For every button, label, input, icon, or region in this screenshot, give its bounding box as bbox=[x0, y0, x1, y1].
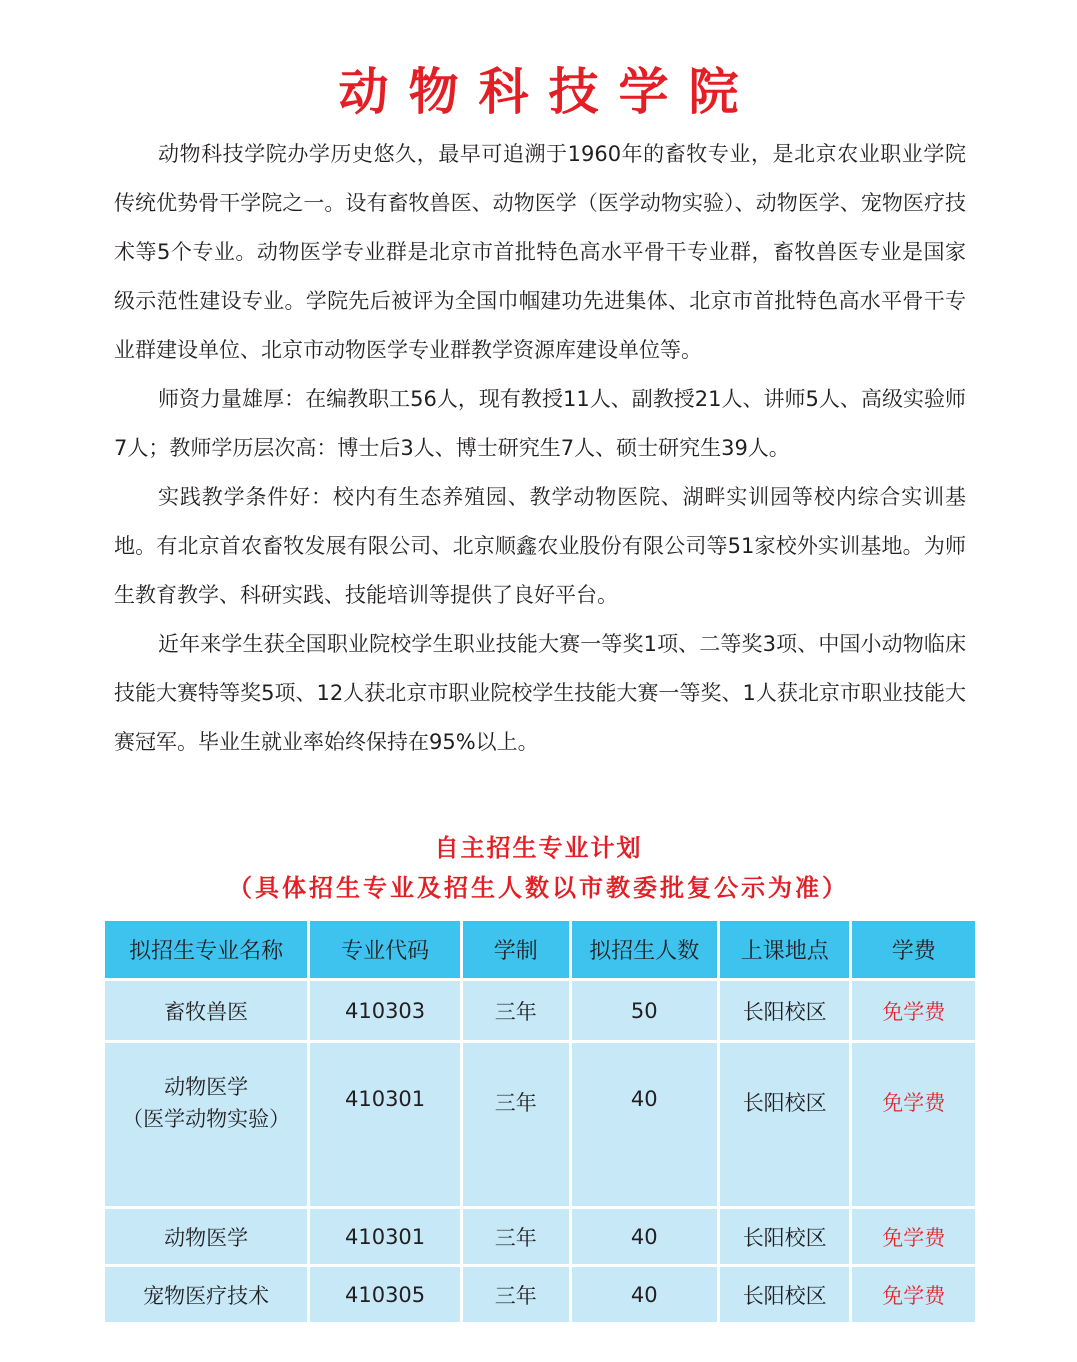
location: 长阳校区 bbox=[718, 1042, 850, 1208]
header-major-code: 专业代码 bbox=[309, 920, 462, 980]
header-enrollment-count: 拟招生人数 bbox=[570, 920, 718, 980]
major-name bbox=[104, 1208, 309, 1266]
intro-text bbox=[114, 130, 966, 767]
duration: 三年 bbox=[461, 1208, 570, 1266]
paragraph-faculty: 师资力量雄厚：在编教职工56人，现有教授11人、副教授21人、讲师5人、高级实验师7人；教师学历层次高：博士后3人、博士研究生7人、硕士研究生39人。 bbox=[114, 387, 966, 460]
paragraph-history: 动物科技学院办学历史悠久，最早可追溯于1960年的畜牧专业，是北京农业职业学院传统优势骨干学院之一。设有畜牧兽医、动物医学（医学动物实验）、动物医学、宠物医疗技术等5个专业。动物医学专业群是北京市首批特色高水平骨干专业群，畜牧兽医专业是国家级示范性建设专业。学院先后被评为全国巾帼建功先进集体、北京市首批特色高水平骨干专业群建设单位、北京市动物医学专业群教学资源库建设单位等。 bbox=[114, 142, 966, 362]
tuition: 免学费 bbox=[851, 1042, 977, 1208]
paragraph-awards: 近年来学生获全国职业院校学生职业技能大赛一等奖1项、二等奖3项、中国小动物临床技能大赛特等奖5项、12人获北京市职业院校学生技能大赛一等奖、1人获北京市职业技能大赛冠军。毕业生就业率始终保持在95%以上。 bbox=[114, 632, 966, 754]
major-code: 410305 bbox=[309, 1266, 462, 1324]
major-code: 410301 bbox=[309, 1042, 462, 1208]
major-name bbox=[104, 1042, 309, 1208]
plan-subtitle: （具体招生专业及招生人数以市教委批复公示为准） bbox=[228, 874, 849, 902]
duration: 三年 bbox=[461, 1266, 570, 1324]
header-location: 上课地点 bbox=[718, 920, 850, 980]
duration: 三年 bbox=[461, 980, 570, 1042]
table-row bbox=[104, 980, 977, 1042]
plan-title: 自主招生专业计划 bbox=[434, 834, 643, 862]
table-row bbox=[104, 1042, 977, 1208]
page-title: 动物科技学院 bbox=[338, 63, 759, 121]
tuition: 免学费 bbox=[851, 1266, 977, 1324]
header-tuition: 学费 bbox=[851, 920, 977, 980]
tuition: 免学费 bbox=[851, 1208, 977, 1266]
location: 长阳校区 bbox=[718, 1208, 850, 1266]
duration: 三年 bbox=[461, 1042, 570, 1208]
major-name bbox=[104, 980, 309, 1042]
major-code: 410301 bbox=[309, 1208, 462, 1266]
enrollment-count: 40 bbox=[570, 1208, 718, 1266]
table-row bbox=[104, 1208, 977, 1266]
paragraph-practice: 实践教学条件好：校内有生态养殖园、教学动物医院、湖畔实训园等校内综合实训基地。有北京首农畜牧发展有限公司、北京顺鑫农业股份有限公司等51家校外实训基地。为师生教育教学、科研实践、技能培训等提供了良好平台。 bbox=[114, 485, 966, 607]
location: 长阳校区 bbox=[718, 980, 850, 1042]
header-major-name: 拟招生专业名称 bbox=[104, 920, 309, 980]
major-name-line: 畜牧兽医 bbox=[164, 999, 249, 1024]
table-row bbox=[104, 1266, 977, 1324]
major-name-line: 动物医学 bbox=[164, 1075, 249, 1099]
enrollment-count: 40 bbox=[570, 1042, 718, 1208]
header-duration: 学制 bbox=[461, 920, 570, 980]
major-name-note: （医学动物实验） bbox=[122, 1107, 291, 1131]
major-code: 410303 bbox=[309, 980, 462, 1042]
tuition: 免学费 bbox=[851, 980, 977, 1042]
major-name-line: 宠物医疗技术 bbox=[143, 1283, 270, 1308]
table-header-row bbox=[104, 920, 977, 980]
location: 长阳校区 bbox=[718, 1266, 850, 1324]
major-name bbox=[104, 1266, 309, 1324]
major-name-line: 动物医学 bbox=[164, 1225, 249, 1250]
enrollment-plan-table bbox=[102, 918, 978, 1325]
enrollment-count: 50 bbox=[570, 980, 718, 1042]
enrollment-count: 40 bbox=[570, 1266, 718, 1324]
